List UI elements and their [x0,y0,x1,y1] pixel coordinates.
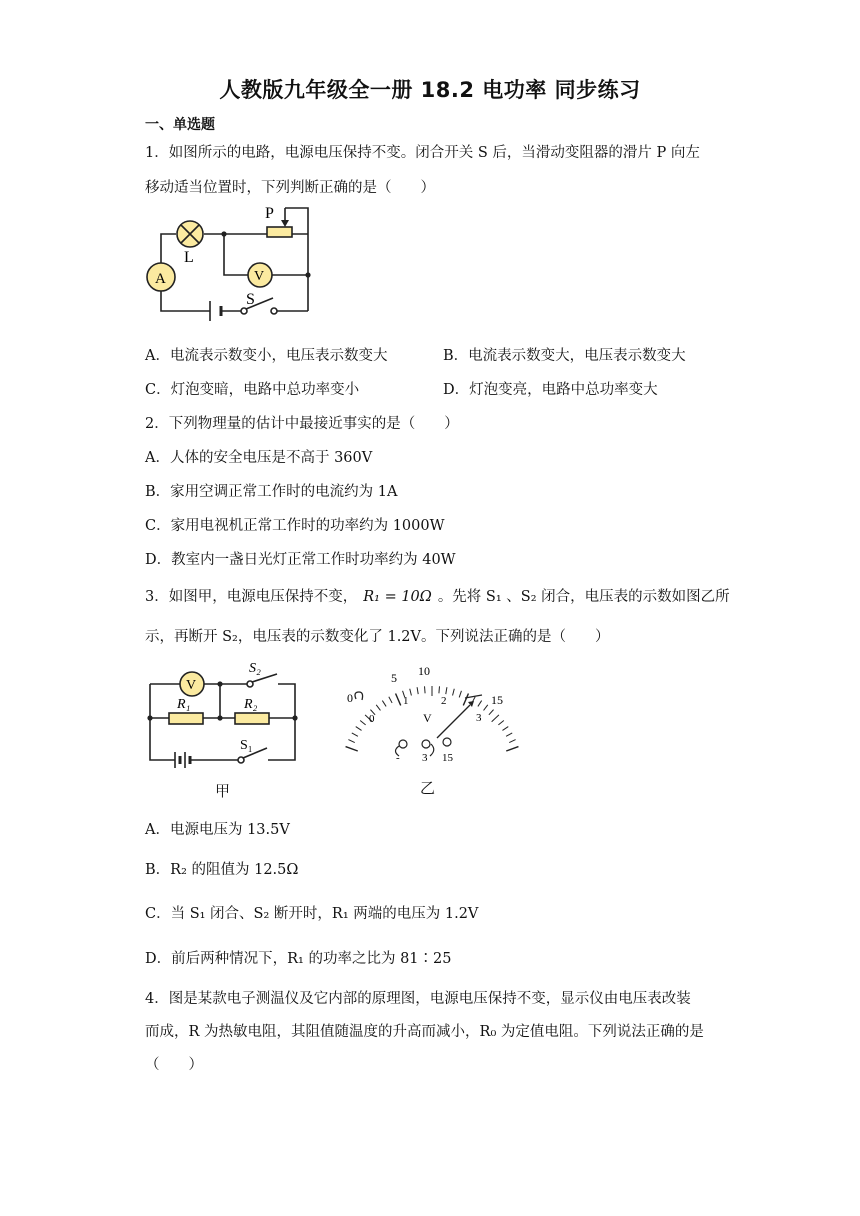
dial-tick [396,694,401,706]
dial-tick [478,701,482,707]
dial-tick [453,689,455,696]
dial-tick [348,740,354,743]
q2-option-b: B．家用空调正常工作时的电流约为 1A [145,484,398,500]
resistor-R2 [235,713,269,724]
label-S2: S₂ [249,661,261,676]
label-P: P [265,205,274,222]
q3-option-b: B．R₂ 的阻值为 12.5Ω [145,862,299,878]
q3-voltmeter-dial-yi [345,658,520,768]
dial-tick [410,689,412,696]
q2-option-d: D．教室内一盏日光灯正常工作时功率约为 40W [145,552,456,568]
q2-option-a: A．人体的安全电压是不高于 360V [145,450,373,466]
lamp-L [177,221,203,247]
caption-yi: 乙 [420,779,436,797]
dial-tick [417,687,418,694]
q1-circuit-diagram [140,200,320,330]
q2-option-c: C．家用电视机正常工作时的功率约为 1000W [145,518,445,534]
q1-stem-line2: 移动适当位置时，下列判断正确的是（ ） [145,180,435,196]
dial-outer-0: 0 [347,691,353,705]
label-R1: R₁ [177,697,191,712]
dial-tick [459,691,461,698]
dial-tick [382,701,386,707]
q1-option-d: D．灯泡变亮，电路中总功率变大 [443,382,658,398]
label-A: A [155,271,166,287]
dial-outer-10: 10 [418,664,430,678]
q3-stem-line1 [145,585,730,606]
dial-tick [425,686,426,693]
dial-tick [506,747,518,751]
dial-inner-3: 3 [476,712,482,724]
q3-option-a: A．电源电压为 13.5V [145,822,290,838]
label-S1: S₁ [240,738,253,753]
dial-inner-2: 2 [441,695,447,707]
q1-stem-line1: 1．如图所示的电路，电源电压保持不变。闭合开关 S 后，当滑动变阻器的滑片 P 向左 [145,145,700,161]
section-heading: 一、单选题 [145,117,215,133]
dial-inner-1: 1 [403,695,409,707]
q4-stem-line2: 而成，R 为热敏电阻，其阻值随温度的升高而减小，R₀ 为定值电阻。下列说法正确的是 [145,1024,704,1040]
dial-tick [509,740,515,743]
needle [437,705,470,738]
battery [175,752,190,768]
dial-tick [502,727,508,731]
q2-stem: 2．下列物理量的估计中最接近事实的是（ ） [145,416,459,432]
page-title: 人教版九年级全一册 18.2 电功率 同步练习 [219,78,641,102]
dial-outer-5: 5 [391,671,397,685]
q4-stem-line3: （ ） [145,1057,203,1073]
dial-tick [446,687,447,694]
dial-tick [352,733,358,736]
terminal-3: 3 [422,752,428,764]
label-R2: R₂ [244,697,258,712]
q4-stem-line1: 4．图是某款电子测温仪及它内部的原理图，电源电压保持不变，显示仪由电压表改装 [145,991,691,1007]
dial-tick [439,686,440,693]
resistor-R1 [169,713,203,724]
label-V: V [186,678,197,693]
q3-stem-line2: 示，再断开 S₂，电压表的示数变化了 1.2V。下列说法正确的是（ ） [145,629,610,645]
label-V: V [254,269,265,284]
q3-option-d: D．前后两种情况下，R₁ 的功率之比为 81∶25 [145,951,452,967]
q1-option-a: A．电流表示数变小，电压表示数变大 [145,348,388,364]
terminal-15: 15 [442,752,453,764]
label-S: S [246,291,255,308]
dial-tick [506,733,512,736]
dial-inner-0: 0 [369,713,375,725]
dial-tick [492,715,499,722]
dial-tick [463,694,468,706]
q3-equation: R₁ = 10Ω [363,589,432,605]
dial-tick [360,721,365,725]
caption-jia: 甲 [215,782,231,800]
q3-option-c: C．当 S₁ 闭合、S₂ 断开时，R₁ 两端的电压为 1.2V [145,906,479,922]
label-L: L [184,249,194,266]
dial-tick [346,747,358,751]
battery [210,301,221,321]
dial-unit: V [423,711,432,725]
q3-stem-part2: 。先将 S₁ 、S₂ 闭合，电压表的示数如图乙所 [437,589,730,605]
dial-tick [389,697,392,703]
dial-tick [376,705,380,711]
q1-option-b: B．电流表示数变大，电压表示数变大 [443,348,686,364]
dial-tick [498,721,503,725]
terminal-neg: - [396,752,400,764]
dial-tick [356,727,362,731]
dial-tick [489,710,494,715]
q3-stem-part1: 3．如图甲，电源电压保持不变， [145,589,358,605]
q3-circuit-jia [145,658,305,798]
q1-option-c: C．灯泡变暗，电路中总功率变小 [145,382,360,398]
dial-outer-15: 15 [491,693,503,707]
dial-tick [484,705,488,711]
